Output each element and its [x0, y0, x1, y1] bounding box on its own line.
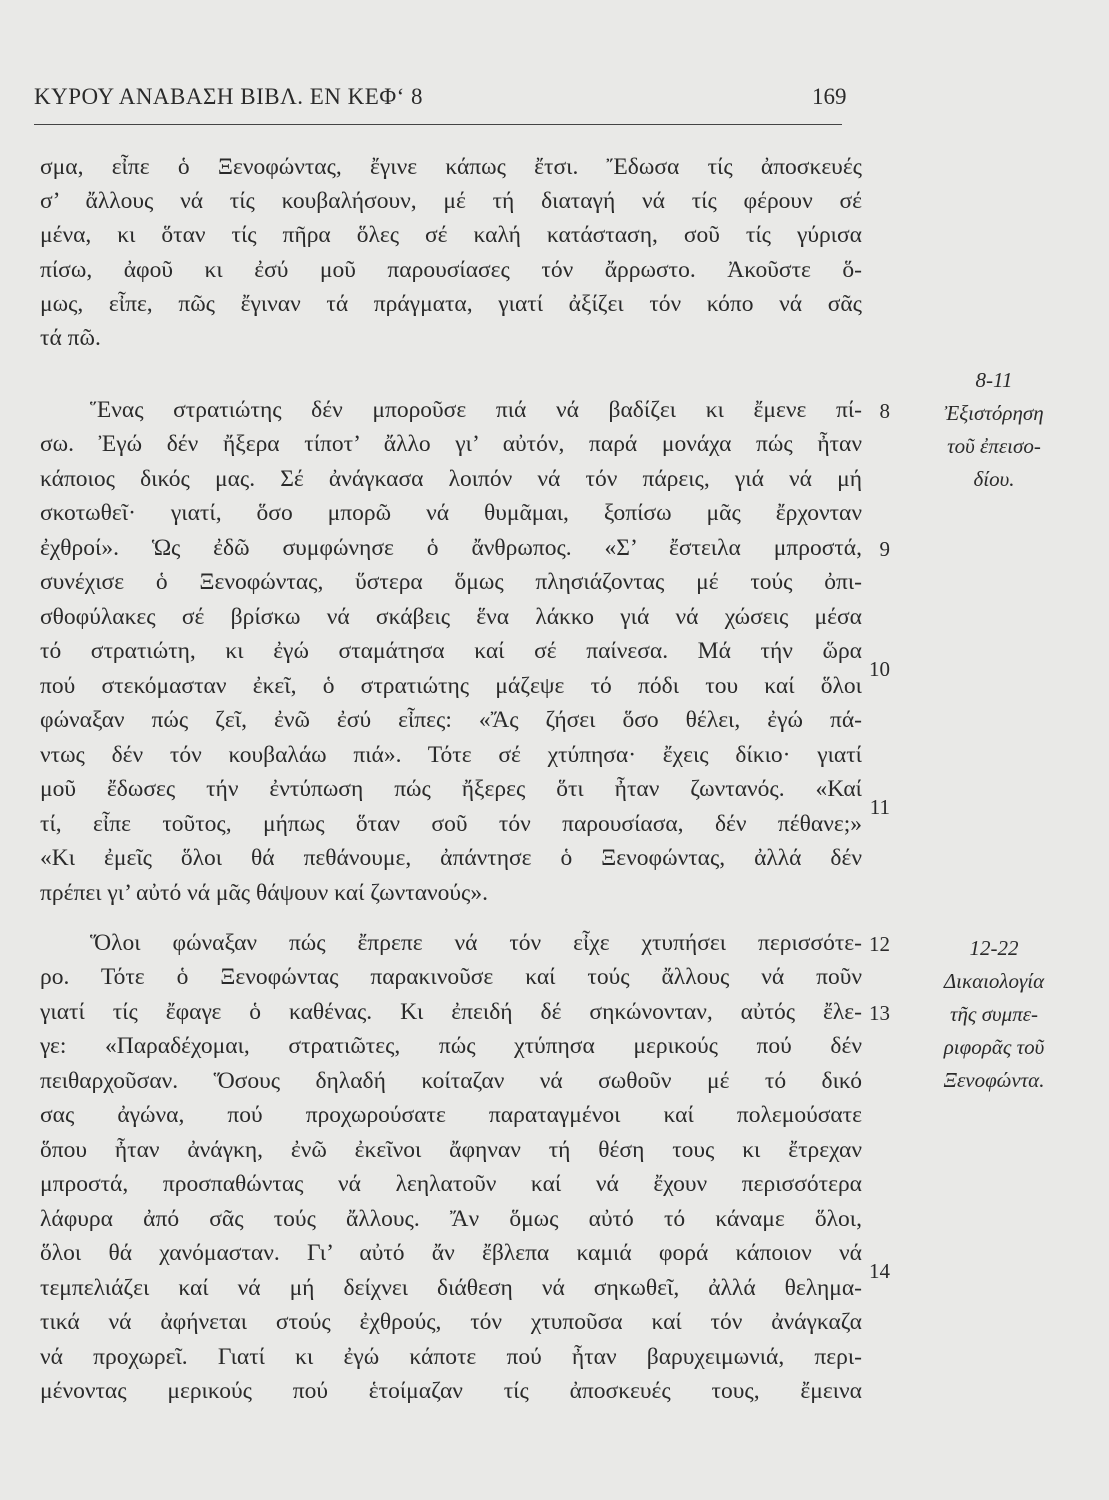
text-line: τί, εἶπε τοῦτος, μήπως ὅταν σοῦ τόν παρουσίασα, δέν πέθανε;»: [40, 811, 862, 837]
text-line: τικά νά ἀφήνεται στούς ἐχθρούς, τόν χτυποῦσα καί τόν ἀνάγκαζα: [40, 1309, 862, 1335]
text-line: λάφυρα ἀπό σᾶς τούς ἄλλους. Ἄν ὅμως αὐτό τό κάναμε ὅλοι,: [40, 1206, 862, 1232]
text-line: μένοντας μερικούς πού ἑτοίμαζαν τίς ἀποσκευές τους, ἔμεινα: [40, 1378, 862, 1404]
margin-note-line: Ξενοφώντα.: [943, 1068, 1045, 1092]
text-line: σ’ ἄλλους νά τίς κουβαλήσουν, μέ τή διαταγή νά τίς φέρουν σέ: [40, 188, 862, 214]
text-line: ὅπου ἦταν ἀνάγκη, ἐνῶ ἐκεῖνοι ἄφηναν τή θέση τους κι ἔτρεχαν: [40, 1137, 862, 1163]
margin-note-line: ριφορᾶς τοῦ: [943, 1035, 1045, 1059]
text-line: συνέχισε ὁ Ξενοφώντας, ὕστερα ὅμως πλησιάζοντας μέ τούς ὀπι-: [40, 569, 862, 595]
text-line: μοῦ ἔδωσες τήν ἐντύπωση πώς ἤξερες ὅτι ἦταν ζωντανός. «Καί: [40, 776, 862, 802]
text-line: τό στρατιώτη, κι ἐγώ σταμάτησα καί σέ παίνεσα. Μά τήν ὥρα: [40, 638, 862, 664]
text-line: σμα, εἶπε ὁ Ξενοφώντας, ἔγινε κάπως ἔτσι. Ἔδωσα τίς ἀποσκευές: [40, 154, 862, 180]
section-number: 13: [869, 1001, 890, 1025]
text-line: μπροστά, προσπαθώντας νά λεηλατοῦν καί νά ἔχουν περισσότερα: [40, 1171, 862, 1197]
text-line: πίσω, ἀφοῦ κι ἐσύ μοῦ παρουσίασες τόν ἄρρωστο. Ἀκοῦστε ὅ-: [40, 257, 862, 283]
text-line: πού στεκόμασταν ἐκεῖ, ὁ στρατιώτης μάζεψε τό πόδι του καί ὅλοι: [40, 673, 862, 699]
text-line: ρο. Τότε ὁ Ξενοφώντας παρακινοῦσε καί τούς ἄλλους νά ποῦν: [40, 964, 862, 990]
text-line: Ὅλοι φώναξαν πώς ἔπρεπε νά τόν εἶχε χτυπήσει περισσότε-: [90, 930, 862, 956]
section-number: 9: [879, 537, 890, 561]
margin-note-line: δίου.: [973, 467, 1015, 491]
text-line: ἐχθροί». Ὡς ἐδῶ συμφώνησε ὁ ἄνθρωπος. «Σ’ ἔστειλα μπροστά,: [40, 535, 862, 561]
margin-note: [914, 364, 1074, 496]
text-line: φώναξαν πώς ζεῖ, ἐνῶ ἐσύ εἶπες: «Ἄς ζήσει ὅσο θέλει, ἐγώ πά-: [40, 707, 862, 733]
page-number: 169: [812, 84, 847, 109]
section-number: 12: [869, 932, 890, 956]
text-line: νά προχωρεῖ. Γιατί κι ἐγώ κάποτε πού ἦταν βαρυχειμωνιά, περι-: [40, 1344, 862, 1370]
section-number: 11: [869, 795, 890, 819]
margin-note: [914, 932, 1074, 1097]
text-line: πειθαρχοῦσαν. Ὅσους δηλαδή κοίταζαν νά σωθοῦν μέ τό δικό: [40, 1068, 862, 1094]
text-line: γε: «Παραδέχομαι, στρατιῶτες, πώς χτύπησα μερικούς πού δέν: [40, 1033, 862, 1059]
text-line: κάποιος δικός μας. Σέ ἀνάγκασα λοιπόν νά τόν πάρεις, γιά νά μή: [40, 466, 862, 492]
margin-note-range: 8-11: [975, 368, 1013, 392]
text-line: μως, εἶπε, πῶς ἔγιναν τά πράγματα, γιατί ἀξίζει τόν κόπο νά σᾶς: [40, 291, 862, 317]
margin-note-line: Δικαιολογία: [943, 969, 1045, 993]
header-rule: [34, 124, 842, 125]
text-line: γιατί τίς ἔφαγε ὁ καθένας. Κι ἐπειδή δέ σηκώνονταν, αὐτός ἔλε-: [40, 999, 862, 1025]
text-line: σας ἀγώνα, πού προχωρούσατε παραταγμένοι καί πολεμούσατε: [40, 1102, 862, 1128]
text-line: τεμπελιάζει καί νά μή δείχνει διάθεση νά σηκωθεῖ, ἀλλά θελημα-: [40, 1275, 862, 1301]
section-number: 8: [879, 399, 890, 423]
section-number: 10: [869, 657, 890, 681]
running-title: ΚΥΡΟΥ ΑΝΑΒΑΣΗ ΒΙΒΛ. ΕΝ ΚΕΦ‘ 8: [34, 84, 424, 109]
text-line: σθοφύλακες σέ βρίσκω νά σκάβεις ἕνα λάκκο γιά νά χώσεις μέσα: [40, 604, 862, 630]
margin-note-line: τοῦ ἐπεισο-: [947, 434, 1041, 458]
text-line: μένα, κι ὅταν τίς πῆρα ὅλες σέ καλή κατάσταση, σοῦ τίς γύρισα: [40, 222, 862, 248]
margin-note-range: 12-22: [969, 936, 1019, 960]
section-number: 14: [869, 1259, 890, 1283]
text-line: ὅλοι θά χανόμασταν. Γι’ αὐτό ἄν ἔβλεπα καμιά φορά κάποιον νά: [40, 1240, 862, 1266]
text-line: ντως δέν τόν κουβαλάω πιά». Τότε σέ χτύπησα· ἔχεις δίκιο· γιατί: [40, 742, 862, 768]
text-line: Ἕνας στρατιώτης δέν μποροῦσε πιά νά βαδίζει κι ἔμενε πί-: [90, 397, 862, 423]
margin-note-line: Ἐξιστόρηση: [944, 401, 1044, 425]
text-line: πρέπει γι’ αὐτό νά μᾶς θάψουν καί ζωντανούς».: [40, 880, 488, 906]
text-line: «Κι ἐμεῖς ὅλοι θά πεθάνουμε, ἀπάντησε ὁ Ξενοφώντας, ἀλλά δέν: [40, 845, 862, 871]
text-line: σω. Ἐγώ δέν ἤξερα τίποτ’ ἄλλο γι’ αὐτόν, παρά μονάχα πώς ἦταν: [40, 431, 862, 457]
margin-note-line: τῆς συμπε-: [949, 1002, 1039, 1026]
text-line: τά πῶ.: [40, 325, 101, 351]
text-line: σκοτωθεῖ· γιατί, ὅσο μπορῶ νά θυμᾶμαι, ξοπίσω μᾶς ἔρχονταν: [40, 500, 862, 526]
